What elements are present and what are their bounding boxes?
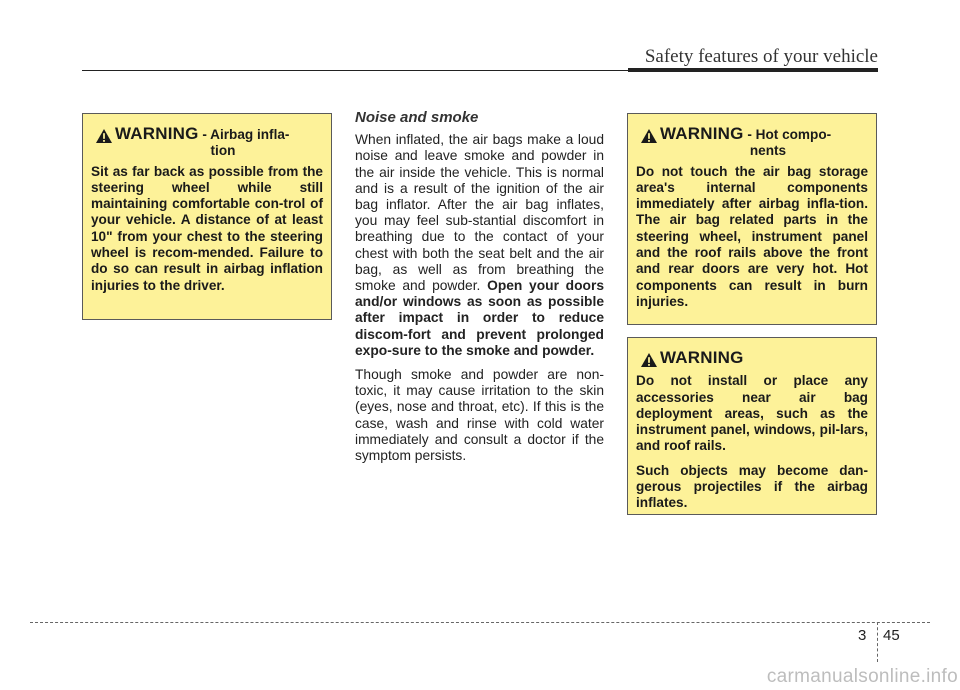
watermark: carmanualsonline.info	[766, 666, 958, 687]
warning-triangle-icon	[95, 128, 113, 144]
warning-header	[636, 126, 868, 160]
paragraph-1	[355, 132, 604, 359]
chapter-number: 3	[858, 627, 867, 644]
header-rule-accent	[628, 68, 878, 72]
warning-subtitle-cont: tion	[210, 143, 236, 159]
warning-triangle-icon	[640, 352, 658, 368]
noise-and-smoke-section	[355, 110, 604, 472]
warning-airbag-inflation	[82, 113, 332, 320]
page-number: 45	[883, 627, 900, 644]
warning-body: Do not install or place any accessories near air bag deployment areas, such as the instrument panel, windows, pil-lars, and roof rails.	[636, 373, 868, 454]
footer-rule	[30, 622, 930, 623]
warning-body-2: Such objects may become dan-gerous projectiles if the airbag inflates.	[636, 462, 868, 511]
section-title: Safety features of your vehicle	[644, 46, 878, 67]
warning-subtitle: - Hot compo-	[747, 127, 832, 142]
warning-label: WARNING	[660, 348, 744, 367]
warning-header	[91, 126, 323, 160]
section-heading: Noise and smoke	[355, 109, 479, 126]
warning-label: WARNING	[115, 124, 199, 143]
warning-accessories	[627, 337, 877, 515]
warning-header	[636, 350, 868, 367]
paragraph-1-emphasis: Open your doors and/or windows as soon as possible after impact in order to reduce discom-fort and prevent prolonged expo-sure to the smoke and powder.	[355, 278, 604, 358]
footer-divider	[877, 622, 878, 662]
warning-subtitle: - Airbag infla-	[202, 127, 290, 142]
warning-label: WARNING	[660, 124, 744, 143]
warning-subtitle-cont: nents	[749, 143, 787, 159]
warning-body: Do not touch the air bag storage area's internal components immediately after airbag infla-tion. The air bag related parts in the steering wheel, instrument panel and the roof rails above the front and rear doors are very hot. Hot components can result in burn injuries.	[636, 163, 868, 309]
warning-hot-components	[627, 113, 877, 325]
warning-triangle-icon	[640, 128, 658, 144]
paragraph-2: Though smoke and powder are non-toxic, it may cause irritation to the skin (eyes, nose and throat, etc). If this is the case, wash and rinse with cold water immediately and consult a doctor if the symptom persists.	[355, 367, 604, 464]
paragraph-1-text: When inflated, the air bags make a loud noise and leave smoke and powder in the air inside the vehicle. This is normal and is a result of the ignition of the air bag inflator. After the air bag inflates, you may feel sub-stantial discomfort in breathing due to the contact of your chest with both the seat belt and the air bag, as well as from breathing the smoke and powder.	[355, 132, 604, 294]
warning-body: Sit as far back as possible from the steering wheel while still maintaining comfortable con-trol of your vehicle. A distance of at least 10" from your chest to the steering wheel is recom-mended. Failure to do so can result in airbag inflation injuries to the driver.	[91, 163, 323, 293]
